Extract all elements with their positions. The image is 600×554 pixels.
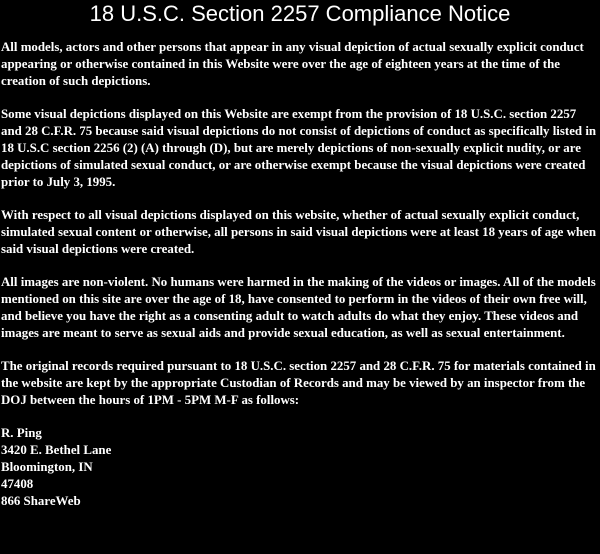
paragraph-records-statement: The original records required pursuant to 18 U.S.C. section 2257 and 28 C.F.R. 75 for materials contained in the website are kept by the appropriate Custodian of Records and may be viewed by an inspector from the DOJ between the hours of 1PM - 5PM M-F as follows: xyxy=(1,359,596,407)
paragraph-spacer xyxy=(1,409,599,425)
paragraph-exemption-statement: Some visual depictions displayed on this Website are exempt from the provision of 18 U.S.C. section 2257 and 28 C.F.R. 75 because said visual depictions do not consist of depictions of conduct as specifically listed in 18 U.S.C section 2256 (2) (A) through (D), but are merely depictions of non-sexually explicit nudity, or are depictions of simulated sexual conduct, or are otherwise exempt because the visual depictions were created prior to July 3, 1995. xyxy=(1,107,597,189)
custodian-street: 3420 E. Bethel Lane xyxy=(1,443,112,457)
paragraph-spacer xyxy=(1,191,599,207)
custodian-name: R. Ping xyxy=(1,426,42,440)
paragraph-depiction-age-statement: With respect to all visual depictions displayed on this website, whether of actual sexually explicit conduct, simulated sexual content or otherwise, all persons in said visual depictions were at least 18 years of age when said visual depictions were created. xyxy=(1,208,596,256)
custodian-city: Bloomington, IN xyxy=(1,460,93,474)
paragraph-spacer xyxy=(1,90,599,106)
paragraph-spacer xyxy=(1,258,599,274)
custodian-zip: 47408 xyxy=(1,477,34,491)
paragraph-non-violent-statement: All images are non-violent. No humans were harmed in the making of the videos or images. All of the models mentioned on this site are over the age of 18, have consented to perform in the videos of their own free will, and believe you have the right as a consenting adult to watch adults do what they enjoy. These videos and images are meant to serve as sexual aids and provide sexual education, as well as sexual entertainment. xyxy=(1,275,596,340)
custodian-address-block xyxy=(1,425,599,510)
paragraph-spacer xyxy=(1,342,599,358)
custodian-phone: 866 ShareWeb xyxy=(1,494,81,508)
paragraph-age-statement: All models, actors and other persons that appear in any visual depiction of actual sexually explicit conduct appearing or otherwise contained in this Website were over the age of eighteen years at the time of the creation of such depictions. xyxy=(1,40,584,88)
page-title: 18 U.S.C. Section 2257 Compliance Notice xyxy=(89,1,511,26)
